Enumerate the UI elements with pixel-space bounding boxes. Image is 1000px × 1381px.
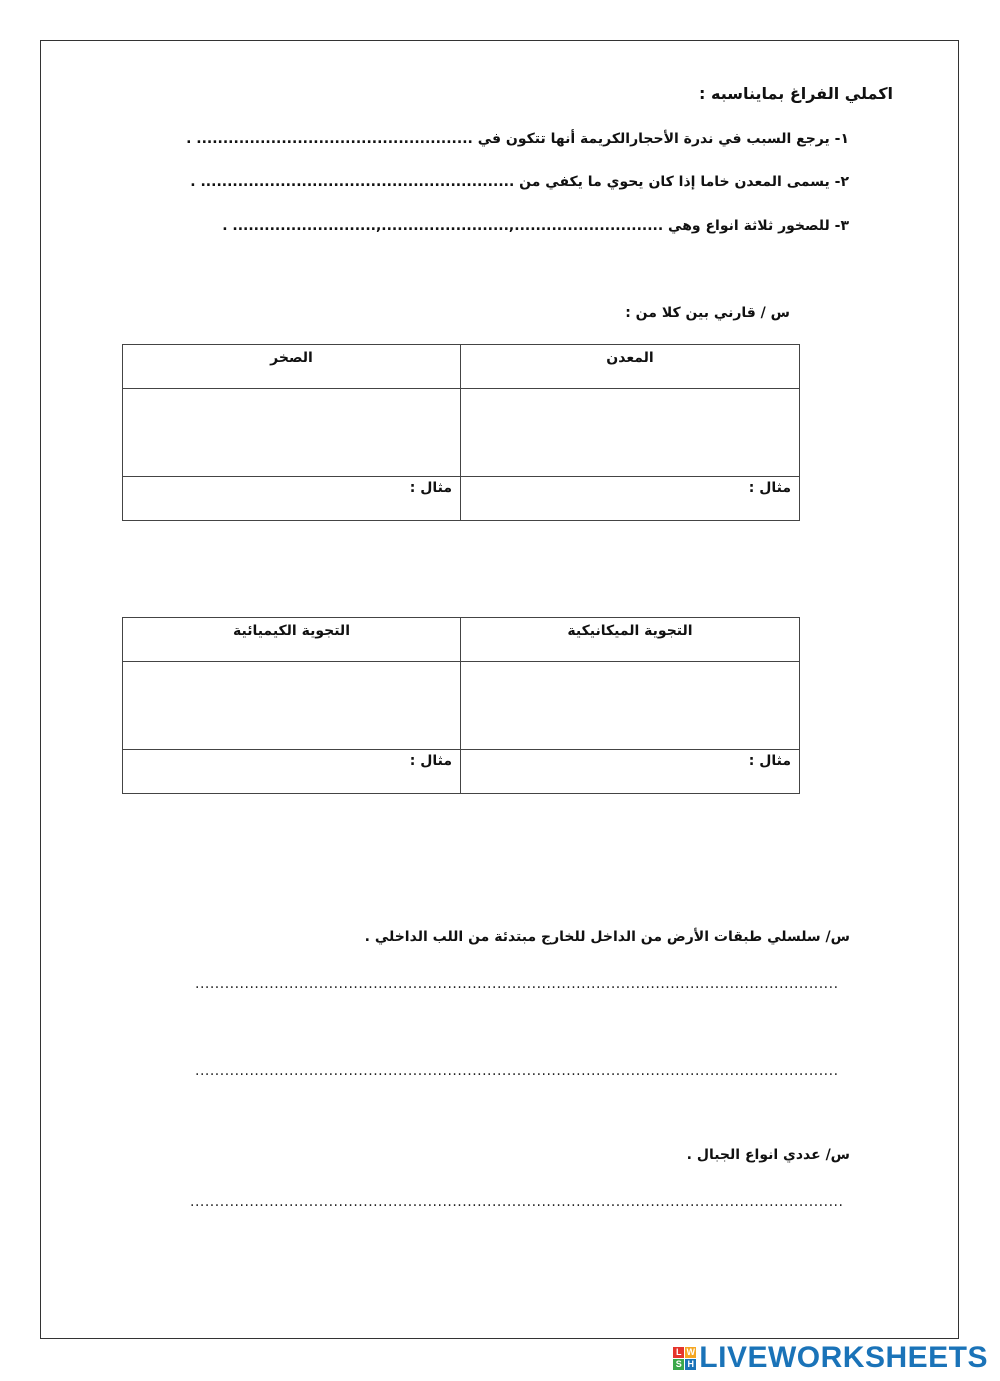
fill-item-1	[186, 129, 849, 149]
example-cell-mineral[interactable]: مثال :	[461, 477, 800, 521]
brand-name: LIVEWORKSHEETS	[699, 1341, 988, 1374]
fill-item-3-text: ٣- للصخور ثلاثة انواع وهي	[668, 218, 849, 234]
example-cell-mechanical[interactable]: مثال :	[461, 750, 800, 794]
fill-item-1-text: ١- يرجع السبب في ندرة الأحجارالكريمة أنها تتكون في	[477, 131, 849, 147]
layers-answer-line-2[interactable]: ..................................................................................................................................	[195, 1064, 839, 1078]
answer-cell-mechanical[interactable]	[461, 662, 800, 750]
comparison-table-mineral-rock	[122, 344, 800, 521]
fill-item-1-blank[interactable]: .................................................... .	[186, 131, 473, 147]
fill-item-2-blank[interactable]: ........................................................... .	[190, 174, 515, 190]
header-mechanical-weathering: التجوية الميكانيكية	[461, 618, 800, 662]
example-cell-chemical[interactable]: مثال :	[123, 750, 461, 794]
fill-item-3-blank[interactable]: ............................,........................,........................... .	[222, 218, 664, 234]
liveworksheets-logo-icon: L W S H	[673, 1347, 696, 1370]
mountains-answer-line[interactable]: ....................................................................................................................................	[190, 1195, 844, 1209]
answer-cell-mineral[interactable]	[461, 389, 800, 477]
mountains-question: س/ عددي انواع الجبال .	[686, 1147, 850, 1163]
header-mineral: المعدن	[461, 345, 800, 389]
fill-item-2	[190, 172, 849, 192]
fill-item-3	[222, 216, 849, 236]
compare-question: س / قارني بين كلا من :	[625, 305, 790, 321]
header-rock: الصخر	[123, 345, 461, 389]
layers-question: س/ سلسلي طبقات الأرض من الداخل للخارج مبتدئة من اللب الداخلي .	[364, 929, 850, 945]
layers-answer-line-1[interactable]: ..................................................................................................................................	[195, 977, 839, 991]
fill-item-2-text: ٢- يسمى المعدن خاما إذا كان يحوي ما يكفي من	[519, 174, 849, 190]
example-cell-rock[interactable]: مثال :	[123, 477, 461, 521]
section-heading: اكملي الفراغ بمايناسبه :	[699, 84, 893, 103]
answer-cell-rock[interactable]	[123, 389, 461, 477]
comparison-table-weathering	[122, 617, 800, 794]
liveworksheets-brand	[673, 1341, 988, 1375]
header-chemical-weathering: التجوية الكيميائية	[123, 618, 461, 662]
answer-cell-chemical[interactable]	[123, 662, 461, 750]
